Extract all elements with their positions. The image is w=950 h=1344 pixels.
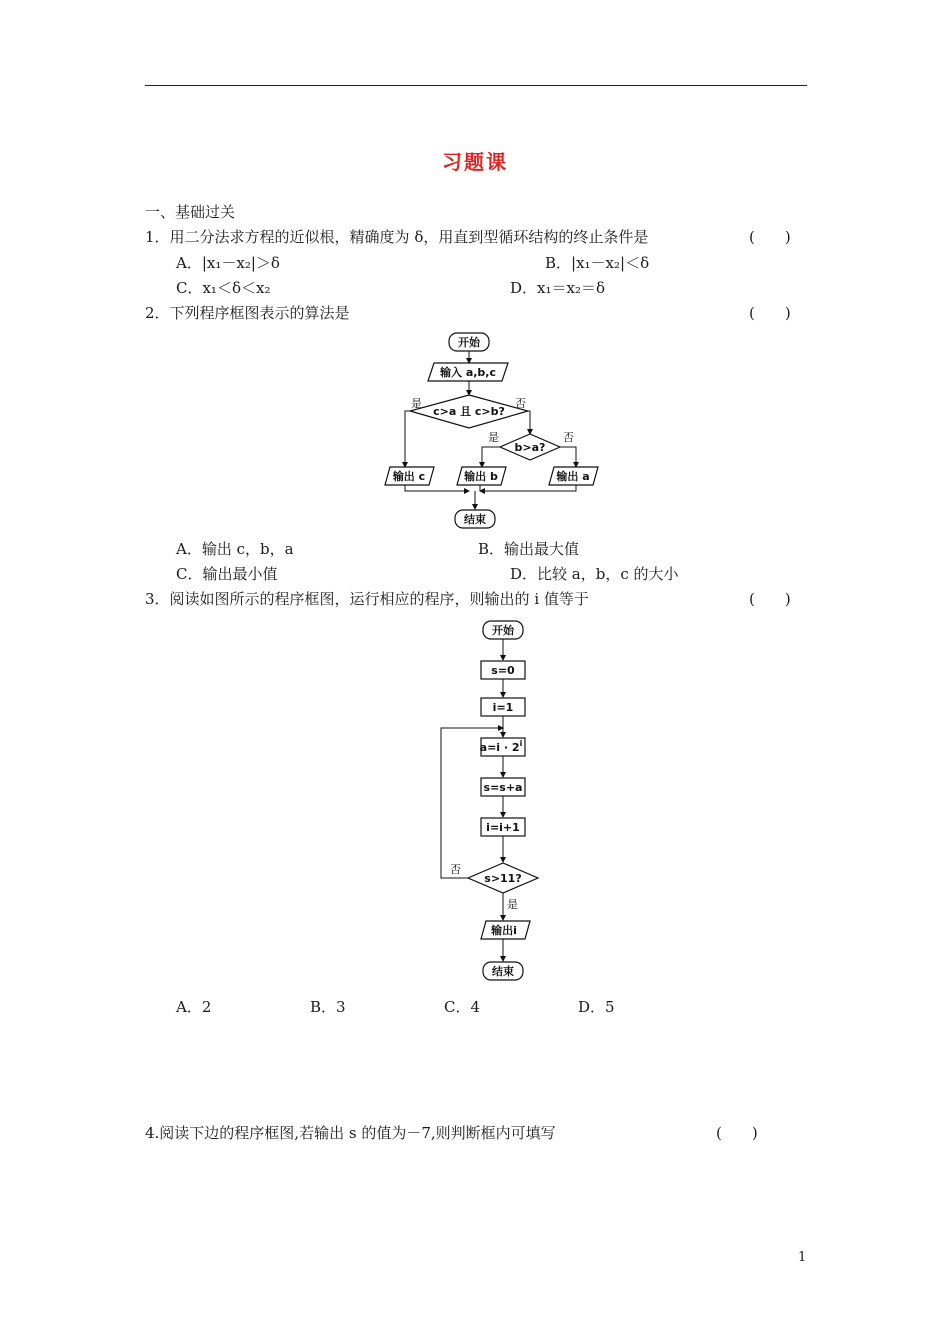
q4-answer-paren: ( ) <box>716 1124 758 1142</box>
header-rule <box>145 85 807 86</box>
q2-option-a: A．输出 c，b，a <box>176 540 294 558</box>
q3-no-label: 否 <box>450 863 461 876</box>
q1-option-b: B．|x₁－x₂|＜δ <box>545 254 650 272</box>
q2-option-c: C．输出最小值 <box>176 565 278 583</box>
q1-stem: 1．用二分法求方程的近似根，精确度为 δ，用直到型循环结构的终止条件是 <box>145 228 649 246</box>
q2-yes2-label: 是 <box>488 431 499 444</box>
q3-end-label: 结束 <box>492 965 514 978</box>
q3-yes-label: 是 <box>507 898 518 911</box>
q2-condition1-label: c>a 且 c>b? <box>433 405 505 418</box>
section-heading: 一、基础过关 <box>145 203 236 221</box>
q3-option-d: D．5 <box>578 998 615 1016</box>
q3-output-label: 输出i <box>491 924 517 937</box>
q2-option-d: D．比较 a，b，c 的大小 <box>510 565 679 583</box>
q2-start-label: 开始 <box>458 336 480 349</box>
q3-option-a: A．2 <box>176 998 212 1016</box>
q1-option-c: C．x₁＜δ＜x₂ <box>176 279 271 297</box>
page-number: 1 <box>798 1250 807 1265</box>
q3-option-b: B．3 <box>310 998 346 1016</box>
q3-flowchart <box>430 615 560 985</box>
q2-option-b: B．输出最大值 <box>478 540 580 558</box>
q3-start-label: 开始 <box>492 624 514 637</box>
q3-a-label: $a=i \cdot 2^i$ <box>479 739 523 754</box>
q4-stem: 4.阅读下边的程序框图,若输出 s 的值为－7,则判断框内可填写 <box>145 1124 556 1142</box>
q2-output-c-label: 输出 c <box>392 470 426 483</box>
q1-option-d: D．x₁＝x₂＝δ <box>510 279 606 297</box>
q2-no2-label: 否 <box>563 431 574 444</box>
q2-flowchart <box>380 328 610 533</box>
q3-ii-label: i=i+1 <box>486 821 520 834</box>
q2-output-b-label: 输出 b <box>464 470 498 483</box>
q2-input-label: 输入 a,b,c <box>439 366 497 379</box>
q3-i1-label: i=1 <box>492 701 514 714</box>
q3-ss-label: s=s+a <box>483 781 523 794</box>
q3-answer-paren: ( ) <box>749 590 791 608</box>
q2-yes1-label: 是 <box>411 397 422 410</box>
q3-condition-label: s>11? <box>484 872 522 885</box>
q3-option-c: C．4 <box>444 998 481 1016</box>
q2-stem: 2．下列程序框图表示的算法是 <box>145 304 350 322</box>
q1-answer-paren: ( ) <box>749 228 791 246</box>
q2-end-label: 结束 <box>464 513 486 526</box>
q3-stem: 3．阅读如图所示的程序框图，运行相应的程序，则输出的 i 值等于 <box>145 590 589 608</box>
q2-output-a-label: 输出 a <box>556 470 590 483</box>
q3-s0-label: s=0 <box>491 664 515 677</box>
q2-no1-label: 否 <box>515 397 526 410</box>
q2-condition2-label: b>a? <box>514 441 546 454</box>
q1-option-a: A．|x₁－x₂|＞δ <box>176 254 280 272</box>
q2-answer-paren: ( ) <box>749 304 791 322</box>
page-title: 习题课 <box>442 150 508 174</box>
